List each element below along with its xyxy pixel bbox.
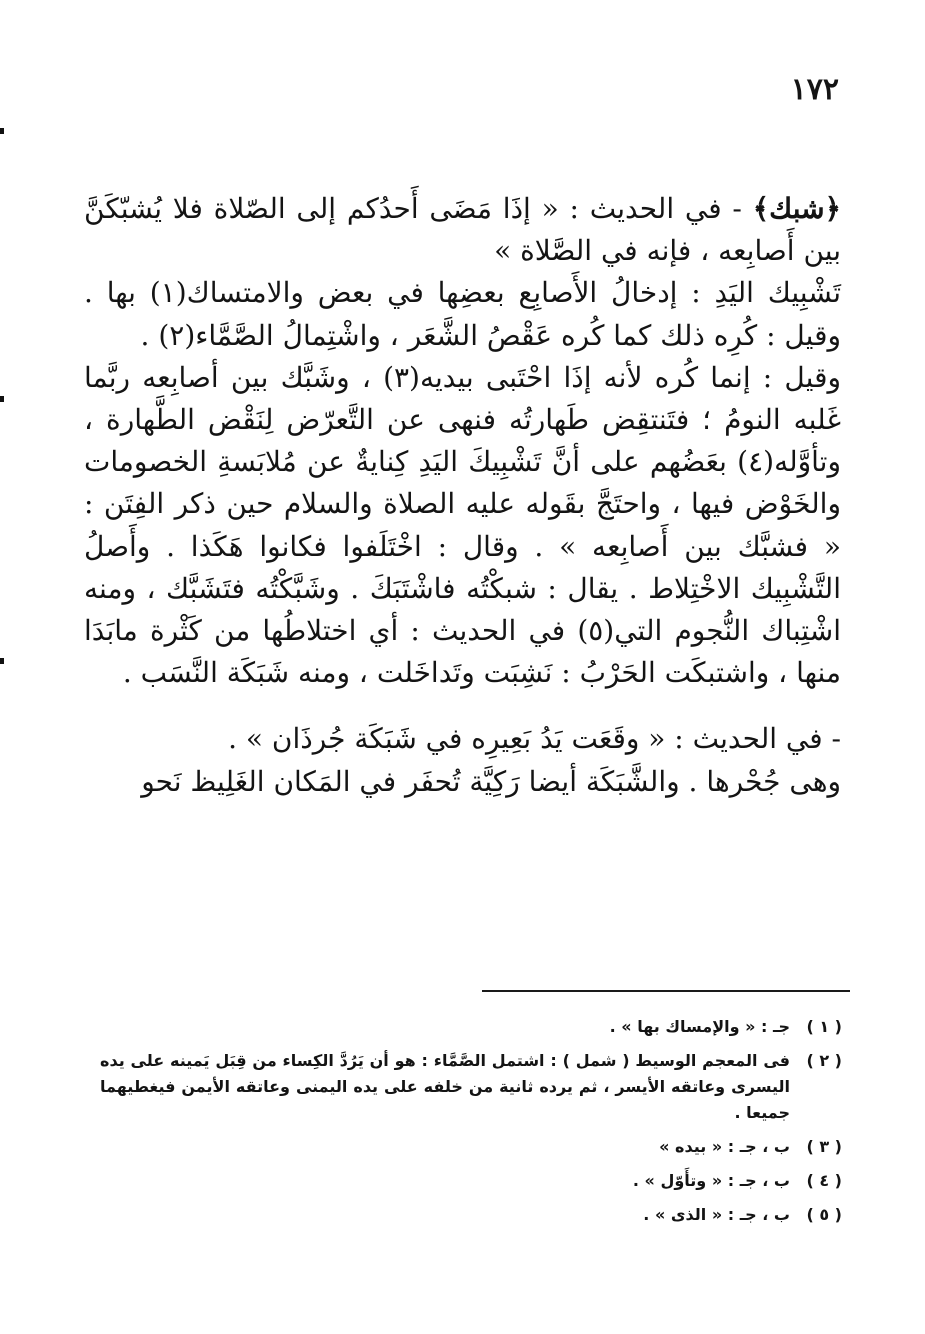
footnote-text: فى المعجم الوسيط ( شمل ) : اشتمل الصَّمَّاء : هو أن يَرُدَّ الكِساء من قِبَل يَمينه على يده اليسرى وعاتقه الأيسر ، ثم يرده ثانية من خلفه على يده اليمنى وعاتقه الأيمن فيغطيهما جميعا . [100, 1051, 790, 1122]
footnote-number: ( ٤ ) [806, 1171, 842, 1190]
footnote-3 [100, 1134, 842, 1160]
paragraph-gap [84, 694, 841, 718]
hadith-text: - في الحديث : « إذَا مَضَى أَحدُكم إلى الصّلاة فلا يُشبّكَنَّ بين أَصابِعه ، فإنه في الصَّلاة » [84, 192, 841, 268]
entry-paragraph-4: - في الحديث : « وقَعَت يَدُ بَعِيرِه في شَبَكَة جُرذَان » . [228, 722, 841, 756]
footnote-4 [100, 1168, 842, 1194]
entry-paragraph-5: وهى جُحْرها . والشَّبَكَة أيضا رَكِيَّة تُحفَر في المَكان الغَلِيظ نَحو [141, 764, 841, 798]
footnote-number: ( ٢ ) [806, 1051, 842, 1070]
footnote-text: ب ، جـ : « وتأَوّل » . [632, 1171, 790, 1190]
entry-paragraph-2: تَشْبِيك اليَدِ : إدخالُ الأَصابِع بعضِها في بعض والامتساك(١) بها . وقيل : كُرِه ذلك كما كُره عَقْصُ الشَّعَر ، واشْتِمالُ الصَّمَّاء(٢) . [84, 276, 841, 352]
margin-mark-3 [0, 658, 4, 664]
entry-paragraph-3: وقيل : إنما كُره لأنه إذَا احْتَبى بيديه(٣) ، وشَبَّك بين أصابِعه ربَّما غَلبه النومُ ؛ فتَنتقِض طَهارتُه فنهى عن التَّعرّض لِنَقْض الطَّهارة ، وتأوَّله(٤) بعَضُهم على أنَّ تَشْبِيكَ اليَدِ كِنايةٌ عن مُلابَسةِ الخصومات والخَوْض فيها ، واحتَجَّ بقَوله عليه الصلاة والسلام حين ذكر الفِتَن : « فشبَّك بين أَصابِعه » . وقال : اخْتَلَفوا فكانوا هَكَذا . وأَصلُ التَّشْبِيك الاخْتِلاط . يقال : شبكْتُه فاشْتَبَكَ . وشَبَّكْتُه فتَشَبَّك ، ومنه اشْتِباك النُّجوم التي(٥) في الحديث : أي اختلاطُها من كَثْرة مابَدَا منها ، واشتبكَت الحَرْبُ : نَشِبَت وتَداخَلت ، ومنه شَبَكَة النَّسَب . [84, 360, 841, 690]
margin-mark-2 [0, 396, 4, 402]
footnote-text: ب ، جـ : « الذى » . [643, 1205, 790, 1224]
entry-headword: ﴿شبك﴾ [752, 192, 842, 225]
footnote-text: ب ، جـ : « بيده » [659, 1137, 790, 1156]
footnote-5 [100, 1202, 842, 1228]
footnote-rule [482, 990, 850, 992]
footnote-1 [100, 1014, 842, 1040]
footnote-text: جـ : « والإمساك بها » . [609, 1017, 790, 1036]
margin-mark-1 [0, 128, 4, 134]
footnote-2 [100, 1048, 842, 1126]
footnote-number: ( ١ ) [806, 1017, 842, 1036]
footnote-number: ( ٣ ) [806, 1137, 842, 1156]
entry-paragraph-1 [84, 188, 841, 272]
main-text [84, 188, 841, 803]
footnotes [100, 1014, 842, 1236]
footnote-number: ( ٥ ) [806, 1205, 842, 1224]
page-number: ١٧٢ [790, 72, 839, 107]
